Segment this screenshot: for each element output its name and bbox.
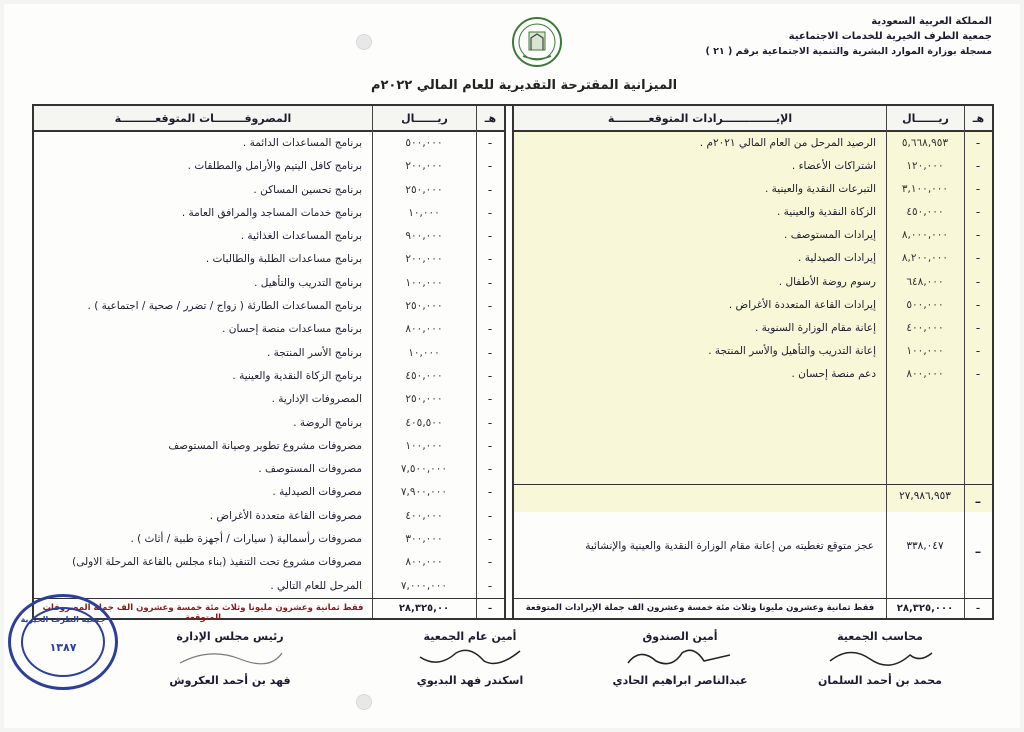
table-row xyxy=(34,272,504,295)
table-row xyxy=(514,132,992,155)
table-row xyxy=(34,388,504,411)
row-marker: ـ xyxy=(488,391,492,404)
signatures-block xyxy=(0,630,1024,720)
row-amount: ٨٠٠,٠٠٠ xyxy=(906,367,944,380)
handwritten-signature xyxy=(620,643,740,671)
row-amount: ٥٠٠,٠٠٠ xyxy=(405,137,443,149)
row-amount: ٢٥٠,٠٠٠ xyxy=(405,300,443,313)
handwritten-signature xyxy=(820,643,940,671)
income-total-words: فقط ثمانية وعشرون مليونا وثلاث مئة خمسة وعشرون الف جملة الإيرادات المتوقعة xyxy=(525,603,875,613)
table-row xyxy=(34,505,504,528)
row-description: مصروفات المستوصف . xyxy=(258,463,362,476)
table-row xyxy=(514,178,992,201)
row-marker: ـ xyxy=(976,250,980,263)
handwritten-signature xyxy=(410,643,530,671)
row-marker: ـ xyxy=(488,531,492,544)
row-amount: ٧,٥٠٠,٠٠٠ xyxy=(400,463,448,476)
expenses-total-amount: ٢٨,٣٢٥,٠٠ xyxy=(398,603,450,614)
income-subtotal-amount: ٢٧,٩٨٦,٩٥٣ xyxy=(899,490,951,502)
row-marker: ـ xyxy=(976,204,980,217)
income-total-row xyxy=(514,598,992,620)
table-row xyxy=(34,202,504,225)
row-amount: ٨,٠٠٠,٠٠٠ xyxy=(901,229,949,242)
signature-name: عبدالناصر ابراهيم الحادي xyxy=(612,674,748,687)
signature-role: أمين عام الجمعية xyxy=(423,630,517,643)
row-amount: ٤٥٠,٠٠٠ xyxy=(906,206,944,219)
table-row xyxy=(34,435,504,458)
h-header: هـ xyxy=(964,106,992,130)
row-amount: ١٢٠,٠٠٠ xyxy=(906,160,944,173)
row-description: الزكاة النقدية والعينية . xyxy=(776,206,876,219)
row-marker: ـ xyxy=(488,158,492,171)
row-amount: ٢٥٠,٠٠٠ xyxy=(405,183,443,196)
row-description: رسوم روضة الأطفال . xyxy=(778,275,876,288)
income-total-amount: ٢٨,٣٢٥,٠٠٠ xyxy=(896,603,954,614)
header-line-1: المملكة العربية السعودية xyxy=(871,16,992,27)
signature-name: محمد بن أحمد السلمان xyxy=(818,674,942,687)
seal-text: جمعية الطرف الخيرية xyxy=(20,615,106,624)
row-marker: ـ xyxy=(488,181,492,194)
page-title: الميزانية المقترحة التقديرية للعام المالي ٢٠٢٢م xyxy=(370,78,678,93)
signature-name: فهد بن أحمد العكروش xyxy=(169,674,291,687)
row-amount: ٨٠٠,٠٠٠ xyxy=(405,323,443,336)
table-row xyxy=(514,294,992,317)
row-marker: ـ xyxy=(488,204,492,217)
row-marker: ـ xyxy=(488,577,492,590)
row-amount: ٦٤٨,٠٠٠ xyxy=(906,275,944,288)
row-marker: ـ xyxy=(976,181,980,194)
row-description: برنامج الروضة . xyxy=(293,416,362,429)
row-description: برنامج مساعدات منصة إحسان . xyxy=(222,323,362,336)
handwritten-signature xyxy=(170,643,290,671)
h-header: هـ xyxy=(476,106,504,130)
row-description: برنامج المساعدات الدائمة . xyxy=(242,137,362,149)
signature-secretary-general xyxy=(370,630,570,687)
riyal-header: ريــــــال xyxy=(886,106,964,130)
table-row xyxy=(34,225,504,248)
row-amount: ٧,٩٠٠,٠٠٠ xyxy=(400,486,448,499)
table-row xyxy=(34,179,504,202)
income-deficit-dash: ـ xyxy=(975,538,981,557)
row-marker: ـ xyxy=(976,365,980,378)
income-subtotal-dash: ـ xyxy=(975,488,981,507)
table-row xyxy=(34,155,504,178)
table-row xyxy=(34,575,504,598)
row-amount: ٣٠٠,٠٠٠ xyxy=(405,533,443,546)
row-description: مصروفات القاعة متعددة الأغراض . xyxy=(209,509,362,522)
row-amount: ٨٠٠,٠٠٠ xyxy=(405,556,443,569)
org-header xyxy=(692,14,992,59)
header-line-3: مسجلة بوزارة الموارد البشرية والتنمية الاجتماعية برقم ( ٢١ ) xyxy=(705,46,992,57)
income-total-dash: ـ xyxy=(976,602,980,612)
org-logo-icon xyxy=(509,16,565,68)
table-row xyxy=(514,224,992,247)
income-deficit-desc: عجز متوقع تغطيته من إعانة مقام الوزارة النقدية والعينية والإنشائية xyxy=(585,540,874,552)
row-marker: ـ xyxy=(976,135,980,147)
table-row xyxy=(34,342,504,365)
signature-role: أمين الصندوق xyxy=(642,630,718,643)
row-amount: ٥,٦٦٨,٩٥٣ xyxy=(901,137,949,149)
row-amount: ٧,٠٠٠,٠٠٠ xyxy=(400,579,448,592)
signature-name: اسكندر فهد البديوي xyxy=(416,674,524,687)
row-amount: ٤٠٠,٠٠٠ xyxy=(405,509,443,522)
expenses-total-words: فقط ثمانية وعشرون مليونا وثلاث مئة خمسة وعشرون الف جملة المصروفات المتوقعة xyxy=(42,603,364,623)
table-row xyxy=(514,271,992,294)
row-marker: ـ xyxy=(488,484,492,497)
table-row xyxy=(514,317,992,340)
row-description: إعانة التدريب والتأهيل والأسر المنتجة . xyxy=(708,344,876,357)
row-amount: ٤٠٥,٥٠٠ xyxy=(405,416,443,429)
income-header: الإيــــــــــــــرادات المتوقعـــــــــة xyxy=(607,111,793,125)
row-amount: ٣,١٠٠,٠٠٠ xyxy=(901,183,949,196)
row-marker: ـ xyxy=(488,437,492,450)
row-description: مصروفات مشروع تطوير وصيانة المستوصف xyxy=(168,439,362,452)
row-marker: ـ xyxy=(488,507,492,520)
row-marker: ـ xyxy=(488,461,492,474)
row-amount: ٩٠٠,٠٠٠ xyxy=(405,230,443,243)
table-row xyxy=(34,365,504,388)
row-amount: ٨,٢٠٠,٠٠٠ xyxy=(901,252,949,265)
table-row xyxy=(34,412,504,435)
row-description: التبرعات النقدية والعينية . xyxy=(765,183,876,196)
table-row xyxy=(34,132,504,155)
row-marker: ـ xyxy=(976,296,980,309)
signature-role: رئيس مجلس الإدارة xyxy=(176,630,284,643)
table-gap xyxy=(504,106,514,618)
row-amount: ٥٠٠,٠٠٠ xyxy=(906,298,944,311)
table-row xyxy=(34,528,504,551)
row-description: مصروفات الصيدلية . xyxy=(272,486,362,499)
row-amount: ١٠٠,٠٠٠ xyxy=(906,344,944,357)
row-description: برنامج الزكاة النقدية والعينية . xyxy=(232,369,362,382)
header-line-2: جمعية الطرف الخيرية للخدمات الاجتماعية xyxy=(788,31,992,42)
row-amount: ١٠,٠٠٠ xyxy=(408,346,440,359)
row-marker: ـ xyxy=(488,367,492,380)
row-marker: ـ xyxy=(488,321,492,334)
signature-chairman xyxy=(120,630,340,687)
table-row xyxy=(34,248,504,271)
table-row xyxy=(514,155,992,178)
table-row xyxy=(34,458,504,481)
row-marker: ـ xyxy=(488,274,492,287)
income-header-row xyxy=(514,106,992,132)
table-row xyxy=(514,363,992,386)
income-deficit-amount: ٣٣٨,٠٤٧ xyxy=(906,540,944,552)
income-section xyxy=(514,106,992,618)
row-description: مصروفات مشروع تحت التنفيذ (بناء مجلس بالقاعة المرحلة الاولى) xyxy=(72,556,362,569)
row-amount: ٤٥٠,٠٠٠ xyxy=(405,369,443,382)
income-rows xyxy=(514,132,992,386)
income-subtotal-divider xyxy=(514,484,992,485)
row-amount: ١٠٠,٠٠٠ xyxy=(405,276,443,289)
seal-number: ١٣٨٧ xyxy=(49,641,77,654)
row-description: اشتراكات الأعضاء . xyxy=(791,160,876,173)
signature-role: محاسب الجمعية xyxy=(837,630,923,643)
table-row xyxy=(34,295,504,318)
row-description: إيرادات القاعة المتعددة الأغراض . xyxy=(728,298,876,311)
row-amount: ٢٠٠,٠٠٠ xyxy=(405,160,443,173)
row-marker: ـ xyxy=(976,273,980,286)
row-description: برنامج تحسين المساكن . xyxy=(253,183,362,196)
table-row xyxy=(34,318,504,341)
table-row xyxy=(514,201,992,224)
row-marker: ـ xyxy=(976,158,980,171)
row-description: برنامج كافل اليتيم والأرامل والمطلقات . xyxy=(187,160,362,173)
row-description: إعانة مقام الوزارة السنوية . xyxy=(755,321,876,334)
row-marker: ـ xyxy=(488,554,492,567)
expenses-header-row xyxy=(34,106,504,132)
row-marker: ـ xyxy=(976,342,980,355)
row-description: برنامج المساعدات الطارئة ( زواج / تضرر / صحية / اجتماعية ) . xyxy=(87,300,362,313)
row-marker: ـ xyxy=(488,298,492,311)
expenses-total-dash: ـ xyxy=(488,602,492,612)
expenses-rows xyxy=(34,132,504,598)
row-description: المصروفات الإدارية . xyxy=(271,393,362,406)
row-description: برنامج التدريب والتأهيل . xyxy=(254,276,362,289)
row-amount: ١٠,٠٠٠ xyxy=(408,206,440,219)
row-description: برنامج المساعدات الغذائية . xyxy=(240,230,362,243)
row-marker: ـ xyxy=(488,135,492,147)
row-description: برنامج خدمات المساجد والمرافق العامة . xyxy=(181,206,362,219)
signature-accountant xyxy=(790,630,970,687)
row-marker: ـ xyxy=(488,344,492,357)
row-amount: ٤٠٠,٠٠٠ xyxy=(906,321,944,334)
row-description: إيرادات الصيدلية . xyxy=(798,252,876,265)
row-description: الرصيد المرحل من العام المالي ٢٠٢١م . xyxy=(699,137,876,149)
row-amount: ٢٥٠,٠٠٠ xyxy=(405,393,443,406)
row-amount: ١٠٠,٠٠٠ xyxy=(405,439,443,452)
row-description: برنامج مساعدات الطلبة والطالبات . xyxy=(205,253,362,266)
row-description: برنامج الأسر المنتجة . xyxy=(266,346,362,359)
table-row xyxy=(514,247,992,270)
row-description: إيرادات المستوصف . xyxy=(784,229,876,242)
table-row xyxy=(514,340,992,363)
signature-treasurer xyxy=(590,630,770,687)
row-description: مصروفات رأسمالية ( سيارات / أجهزة طبية / أثاث ) . xyxy=(130,533,362,546)
row-marker: ـ xyxy=(488,414,492,427)
table-row xyxy=(34,481,504,504)
row-marker: ـ xyxy=(976,319,980,332)
row-description: دعم منصة إحسان . xyxy=(791,367,876,380)
row-marker: ـ xyxy=(488,251,492,264)
table-row xyxy=(34,551,504,574)
expenses-header: المصروفــــــــات المتوقعـــــــــة xyxy=(114,111,292,125)
riyal-header: ريــــــال xyxy=(372,106,476,130)
row-marker: ـ xyxy=(488,228,492,241)
row-amount: ٢٠٠,٠٠٠ xyxy=(405,253,443,266)
punch-hole xyxy=(356,34,372,50)
row-description: المرحل للعام التالي . xyxy=(270,579,362,592)
row-marker: ـ xyxy=(976,227,980,240)
